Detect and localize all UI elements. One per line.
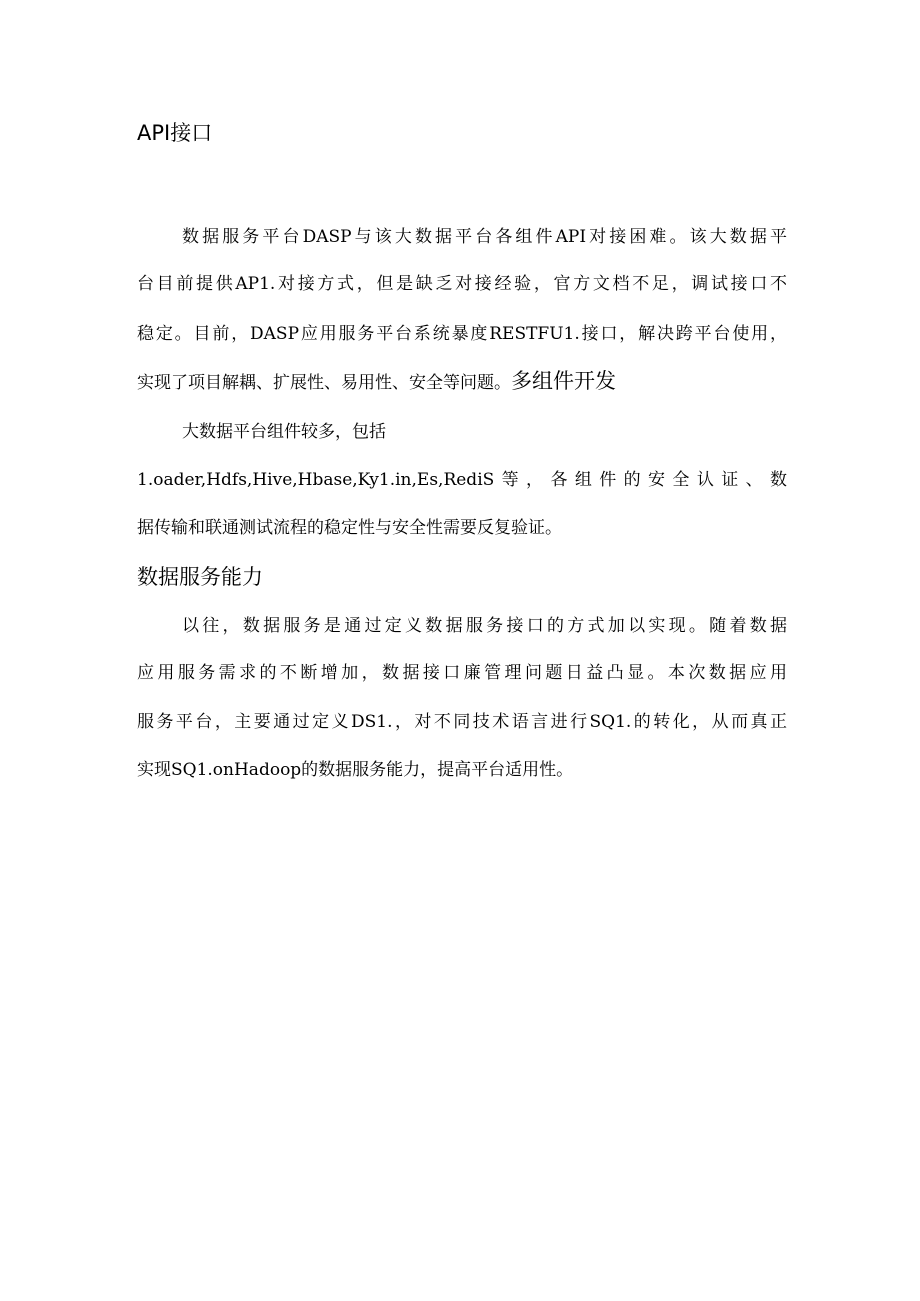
paragraph-line: 稳定。目前，DASP应用服务平台系统暴度RESTFU1.接口，解决跨平台使用， — [137, 324, 787, 344]
paragraph-line: 以往，数据服务是通过定义数据服务接口的方式加以实现。随着数据 — [182, 616, 787, 636]
paragraph-line: 应用服务需求的不断增加，数据接口廉管理问题日益凸显。本次数据应用 — [137, 663, 787, 683]
section-title-data-service: 数据服务能力 — [137, 565, 263, 589]
paragraph-line: 据传输和联通测试流程的稳定性与安全性需要反复验证。 — [137, 518, 562, 538]
paragraph-line: 服务平台，主要通过定义DS1.，对不同技术语言进行SQ1.的转化，从而真正 — [137, 712, 787, 732]
paragraph-line: 台目前提供AP1.对接方式，但是缺乏对接经验，官方文档不足，调试接口不 — [137, 274, 787, 294]
section-title-multi-component: 多组件开发 — [511, 369, 616, 393]
paragraph-line: 1.oader,Hdfs,Hive,Hbase,Ky1.in,Es,RediS等，各组件的安全认证、数 — [137, 470, 787, 490]
paragraph-text: 实现了项目解耦、扩展性、易用性、安全等问题。 — [137, 373, 511, 393]
paragraph-line-with-heading — [137, 369, 787, 395]
paragraph-line: 大数据平台组件较多，包括 — [182, 422, 386, 442]
section-title-api: API接口 — [137, 121, 213, 145]
paragraph-line: 数据服务平台DASP与该大数据平台各组件API对接困难。该大数据平 — [182, 227, 787, 247]
paragraph-line: 实现SQ1.onHadoop的数据服务能力，提高平台适用性。 — [137, 760, 574, 780]
